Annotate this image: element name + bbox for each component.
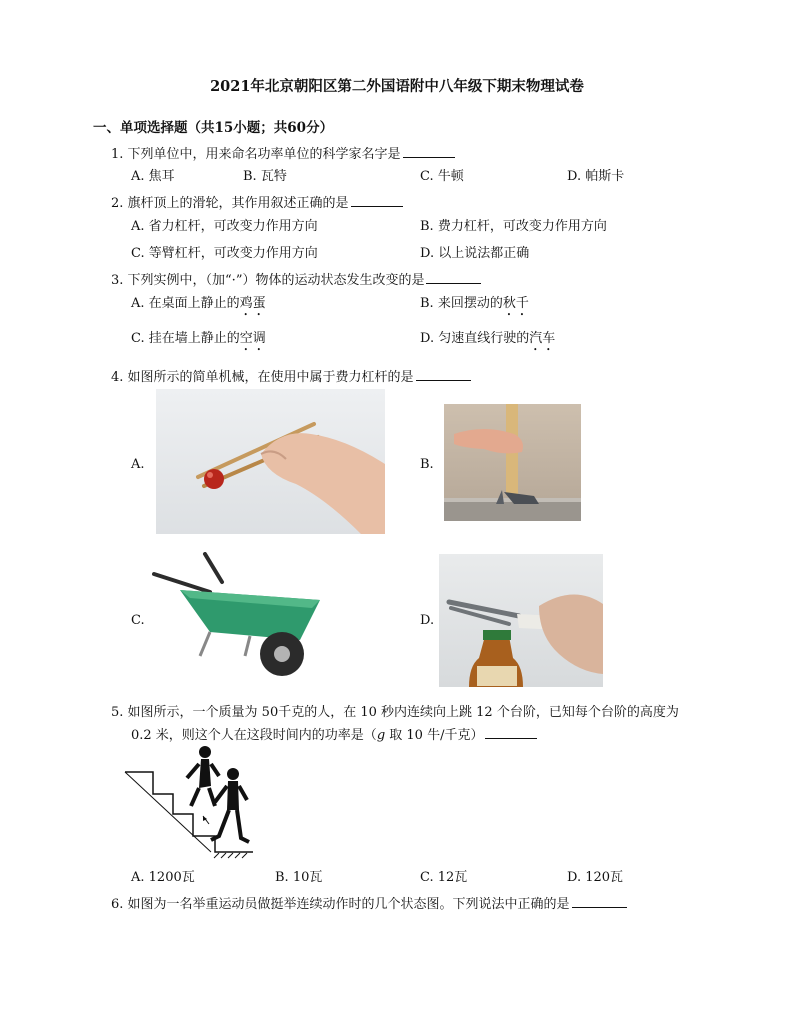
question-5-line-1: 5. 如图所示，一个质量为 50千克的人，在 10 秒内连续向上跳 12 个台阶，已知每个台阶的高度为 — [111, 705, 679, 720]
option-text: C. 挂在墙上静止的 — [131, 331, 240, 346]
dotted-word: 汽车 — [529, 331, 556, 346]
dotted-word: 空调 — [239, 331, 266, 346]
stem-text: 取 10 牛/千克） — [385, 728, 484, 743]
option-c: C. 12瓦 — [420, 870, 468, 885]
dotted-word: 秋千 — [502, 296, 529, 311]
option-d: D. 帕斯卡 — [567, 169, 625, 184]
option-c: C. 牛顿 — [420, 169, 464, 184]
option-d: D. 以上说法都正确 — [420, 246, 530, 261]
page-title: 2021年北京朝阳区第二外国语附中八年级下期末物理试卷 — [210, 78, 584, 95]
option-text: D. 匀速直线行驶的 — [420, 331, 530, 346]
question-6-stem: 6. 如图为一名举重运动员做挺举连续动作时的几个状态图。下列说法中正确的是 — [111, 897, 570, 912]
option-a: A. — [131, 457, 145, 472]
question-4 — [111, 366, 471, 385]
answer-blank — [351, 194, 403, 207]
option-text: A. 在桌面上静止的 — [131, 296, 240, 311]
option-b: B. 费力杠杆，可改变力作用方向 — [420, 219, 607, 234]
stairs-jumper-image — [123, 744, 258, 859]
option-d — [420, 327, 555, 354]
bottle-opener-image — [439, 554, 603, 687]
question-3 — [111, 269, 481, 288]
answer-blank — [485, 726, 537, 739]
option-b: B. 瓦特 — [243, 169, 287, 184]
option-c: C. 等臂杠杆，可改变力作用方向 — [131, 246, 318, 261]
claw-hammer-image — [444, 404, 581, 521]
option-a: A. 焦耳 — [131, 169, 175, 184]
wheelbarrow-image — [150, 552, 330, 680]
option-a: A. 省力杠杆，可改变力作用方向 — [131, 219, 318, 234]
answer-blank — [426, 271, 481, 284]
question-4-stem: 4. 如图所示的简单机械，在使用中属于费力杠杆的是 — [111, 370, 414, 385]
question-2-stem: 2. 旗杆顶上的滑轮，其作用叙述正确的是 — [111, 196, 349, 211]
dotted-word: 鸡蛋 — [239, 296, 266, 311]
option-c: C. — [131, 613, 145, 628]
option-a — [131, 292, 266, 319]
question-3-stem: 3. 下列实例中，（加“·”）物体的运动状态发生改变的是 — [111, 273, 425, 288]
symbol-g: g — [376, 728, 386, 743]
answer-blank — [403, 145, 455, 158]
question-5-line-2 — [131, 724, 537, 743]
section-heading: 一、单项选择题（共15小题；共60分） — [93, 120, 334, 136]
option-a: A. 1200瓦 — [131, 870, 195, 885]
option-text: B. 来回摆动的 — [420, 296, 503, 311]
option-d: D. — [420, 613, 435, 628]
question-6 — [111, 893, 627, 912]
option-c — [131, 327, 266, 354]
option-b — [420, 292, 529, 319]
chopsticks-image — [156, 389, 385, 534]
question-1-stem: 1. 下列单位中，用来命名功率单位的科学家名字是 — [111, 147, 401, 162]
option-b: B. — [420, 457, 434, 472]
answer-blank — [416, 368, 471, 381]
answer-blank — [572, 895, 627, 908]
option-d: D. 120瓦 — [567, 870, 624, 885]
question-2 — [111, 192, 403, 211]
question-1 — [111, 143, 455, 162]
option-b: B. 10瓦 — [275, 870, 323, 885]
stem-text: 0.2 米，则这个人在这段时间内的功率是（ — [131, 728, 377, 743]
